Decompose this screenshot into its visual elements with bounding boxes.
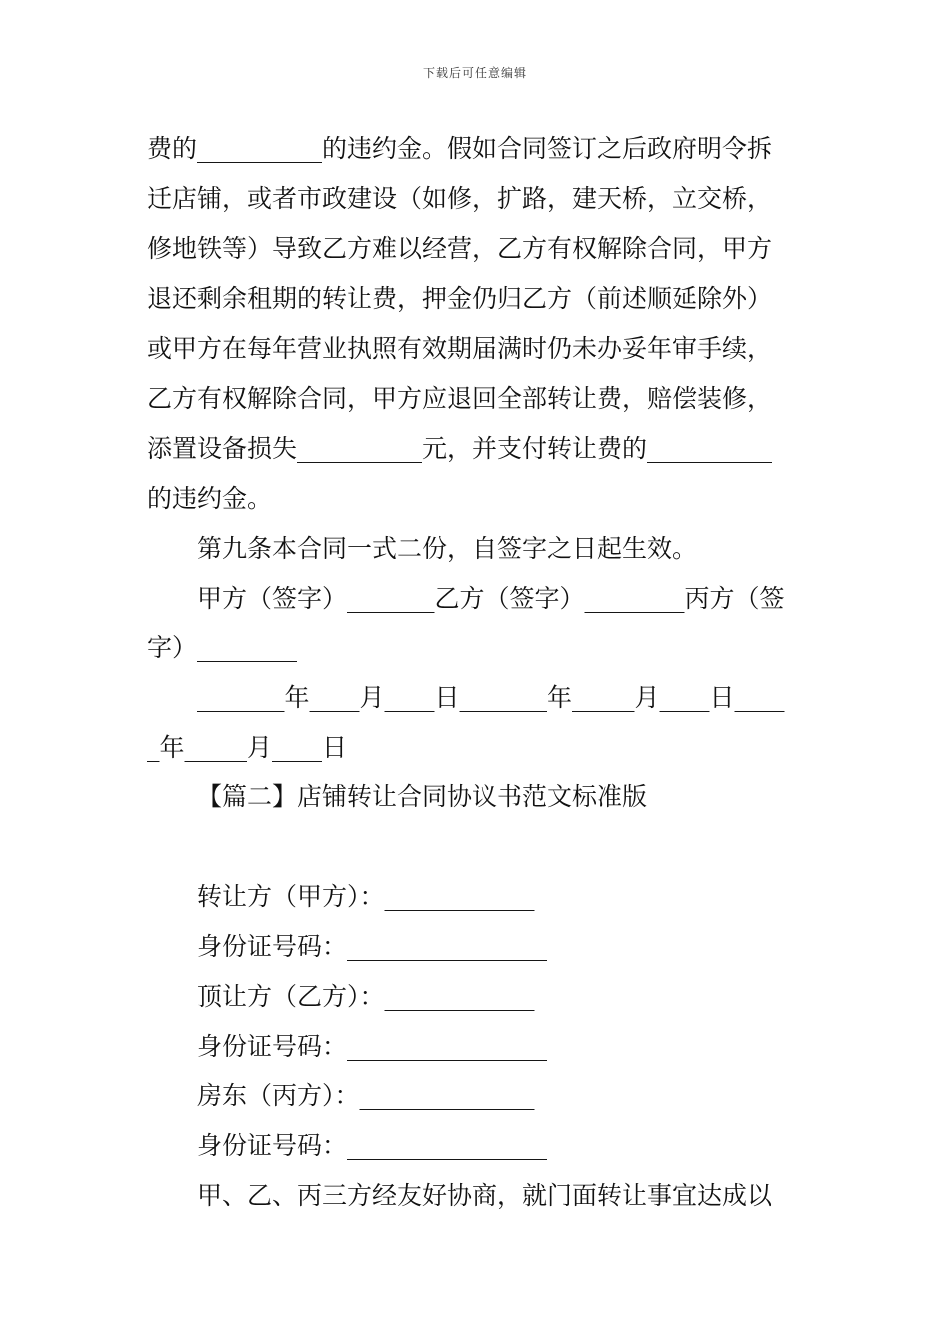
body-line-8: 的违约金。 bbox=[147, 484, 273, 513]
body-line-2: 迁店铺，或者市政建设（如修，扩路，建天桥，立交桥， bbox=[147, 184, 773, 213]
body-line-6: 乙方有权解除合同，甲方应退回全部转让费，赔偿装修， bbox=[147, 384, 773, 413]
section-title: 【篇二】店铺转让合同协议书范文标准版 bbox=[197, 782, 648, 811]
transferee-id-field: 身份证号码：________________ bbox=[197, 1032, 548, 1061]
landlord-id-field: 身份证号码：________________ bbox=[197, 1131, 548, 1160]
body-line-7: 添置设备损失__________元，并支付转让费的__________ bbox=[147, 434, 773, 463]
transferee-field: 顶让方（乙方）：____________ bbox=[197, 982, 535, 1011]
body-line-4: 退还剩余租期的转让费，押金仍归乙方（前述顺延除外） bbox=[147, 284, 773, 313]
transferor-field: 转让方（甲方）：____________ bbox=[197, 882, 535, 911]
body-line-1: 费的__________的违约金。假如合同签订之后政府明令拆 bbox=[147, 134, 773, 163]
page-header-note: 下载后可任意编辑 bbox=[422, 66, 527, 80]
signature-line-2: 字）________ bbox=[147, 633, 298, 662]
body-line-3: 修地铁等）导致乙方难以经营，乙方有权解除合同，甲方 bbox=[147, 234, 773, 263]
signature-line-1: 甲方（签字）_______乙方（签字）________丙方（签 bbox=[197, 584, 785, 613]
date-line-2: _年_____月____日 bbox=[147, 733, 348, 762]
date-line-1: _______年____月____日_______年_____月____日____ bbox=[197, 683, 785, 712]
agreement-intro-line: 甲、乙、丙三方经友好协商，就门面转让事宜达成以 bbox=[197, 1181, 773, 1210]
landlord-field: 房东（丙方）：______________ bbox=[197, 1081, 535, 1110]
transferor-id-field: 身份证号码：________________ bbox=[197, 932, 548, 961]
body-line-5: 或甲方在每年营业执照有效期届满时仍未办妥年审手续， bbox=[147, 334, 773, 363]
article-9-line: 第九条本合同一式二份，自签字之日起生效。 bbox=[197, 534, 698, 563]
